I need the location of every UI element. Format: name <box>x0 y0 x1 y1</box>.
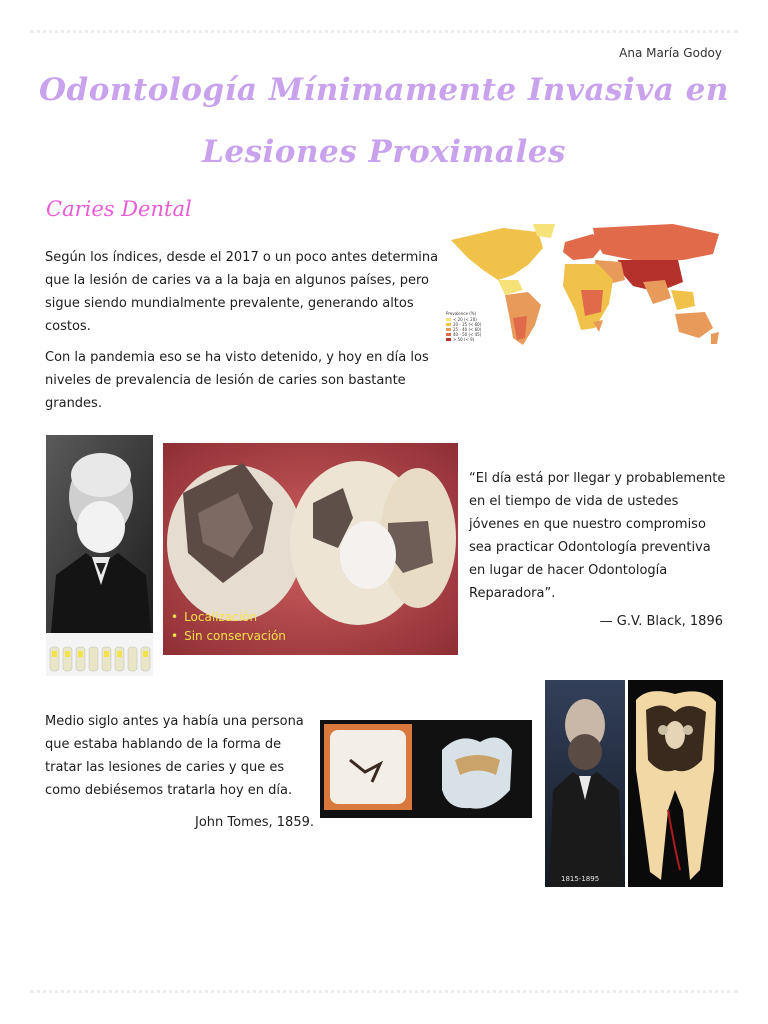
top-dotted-divider <box>30 30 738 33</box>
legend-swatch <box>446 328 451 331</box>
teeth-label-sin-conservacion: • Sin conservación <box>171 629 286 643</box>
author-name: Ana María Godoy <box>619 46 722 60</box>
gv-black-attribution: — G.V. Black, 1896 <box>599 614 723 629</box>
page-title-line2: Lesiones Proximales <box>202 134 566 170</box>
map-legend-title: Prevalence (%) <box>446 311 477 316</box>
amalgam-restored-teeth-photo <box>163 443 458 655</box>
teeth-photo-labels <box>171 608 286 646</box>
legend-label: < 20 (< 20) <box>453 317 477 322</box>
portrait-years-label: 1815-1895 <box>561 875 600 883</box>
gv-black-portrait <box>46 435 153 633</box>
tooth-cross-section-image <box>628 680 723 887</box>
legend-label: 25 - 40 (< 60) <box>453 327 482 332</box>
world-caries-prevalence-map <box>443 220 724 350</box>
legend-swatch <box>446 333 451 336</box>
teeth-label-localizacion: • Localización <box>171 610 258 624</box>
page-title-line1: Odontología Mínimamente Invasiva en <box>39 72 729 108</box>
tooth-shade-guide-image <box>46 633 153 676</box>
legend-swatch <box>446 323 451 326</box>
paragraph-caries-trend: Según los índices, desde el 2017 o un poco antes determina que la lesión de caries va a la baja en algunos países, pero sigue siendo mundialmente prevalente, generando altos costos. <box>45 250 439 334</box>
john-tomes-portrait <box>545 680 625 887</box>
section-heading: Caries Dental <box>46 197 192 221</box>
bottom-dotted-divider <box>30 990 738 993</box>
legend-label: 20 - 25 (< 60) <box>453 322 482 327</box>
legend-swatch <box>446 318 451 321</box>
paragraph-tomes: Medio siglo antes ya había una persona que estaba hablando de la forma de tratar las lesiones de caries y que es como debiésemos tratarla hoy en día. <box>45 714 304 798</box>
gv-black-quote: “El día está por llegar y probablemente en el tiempo de vida de ustedes jóvenes en que nuestro compromiso sea practicar Odontología preventiva en lugar de hacer Odontología Reparadora”. <box>469 471 726 601</box>
legend-swatch <box>446 338 451 341</box>
tooth-section-photos <box>320 720 532 818</box>
legend-label: > 50 (< 9) <box>453 337 475 342</box>
john-tomes-attribution: John Tomes, 1859. <box>195 815 314 830</box>
paragraph-pandemic: Con la pandemia eso se ha visto detenido, y hoy en día los niveles de prevalencia de lesión de caries son bastante grandes. <box>45 350 429 411</box>
legend-label: 40 - 50 (< 45) <box>453 332 482 337</box>
